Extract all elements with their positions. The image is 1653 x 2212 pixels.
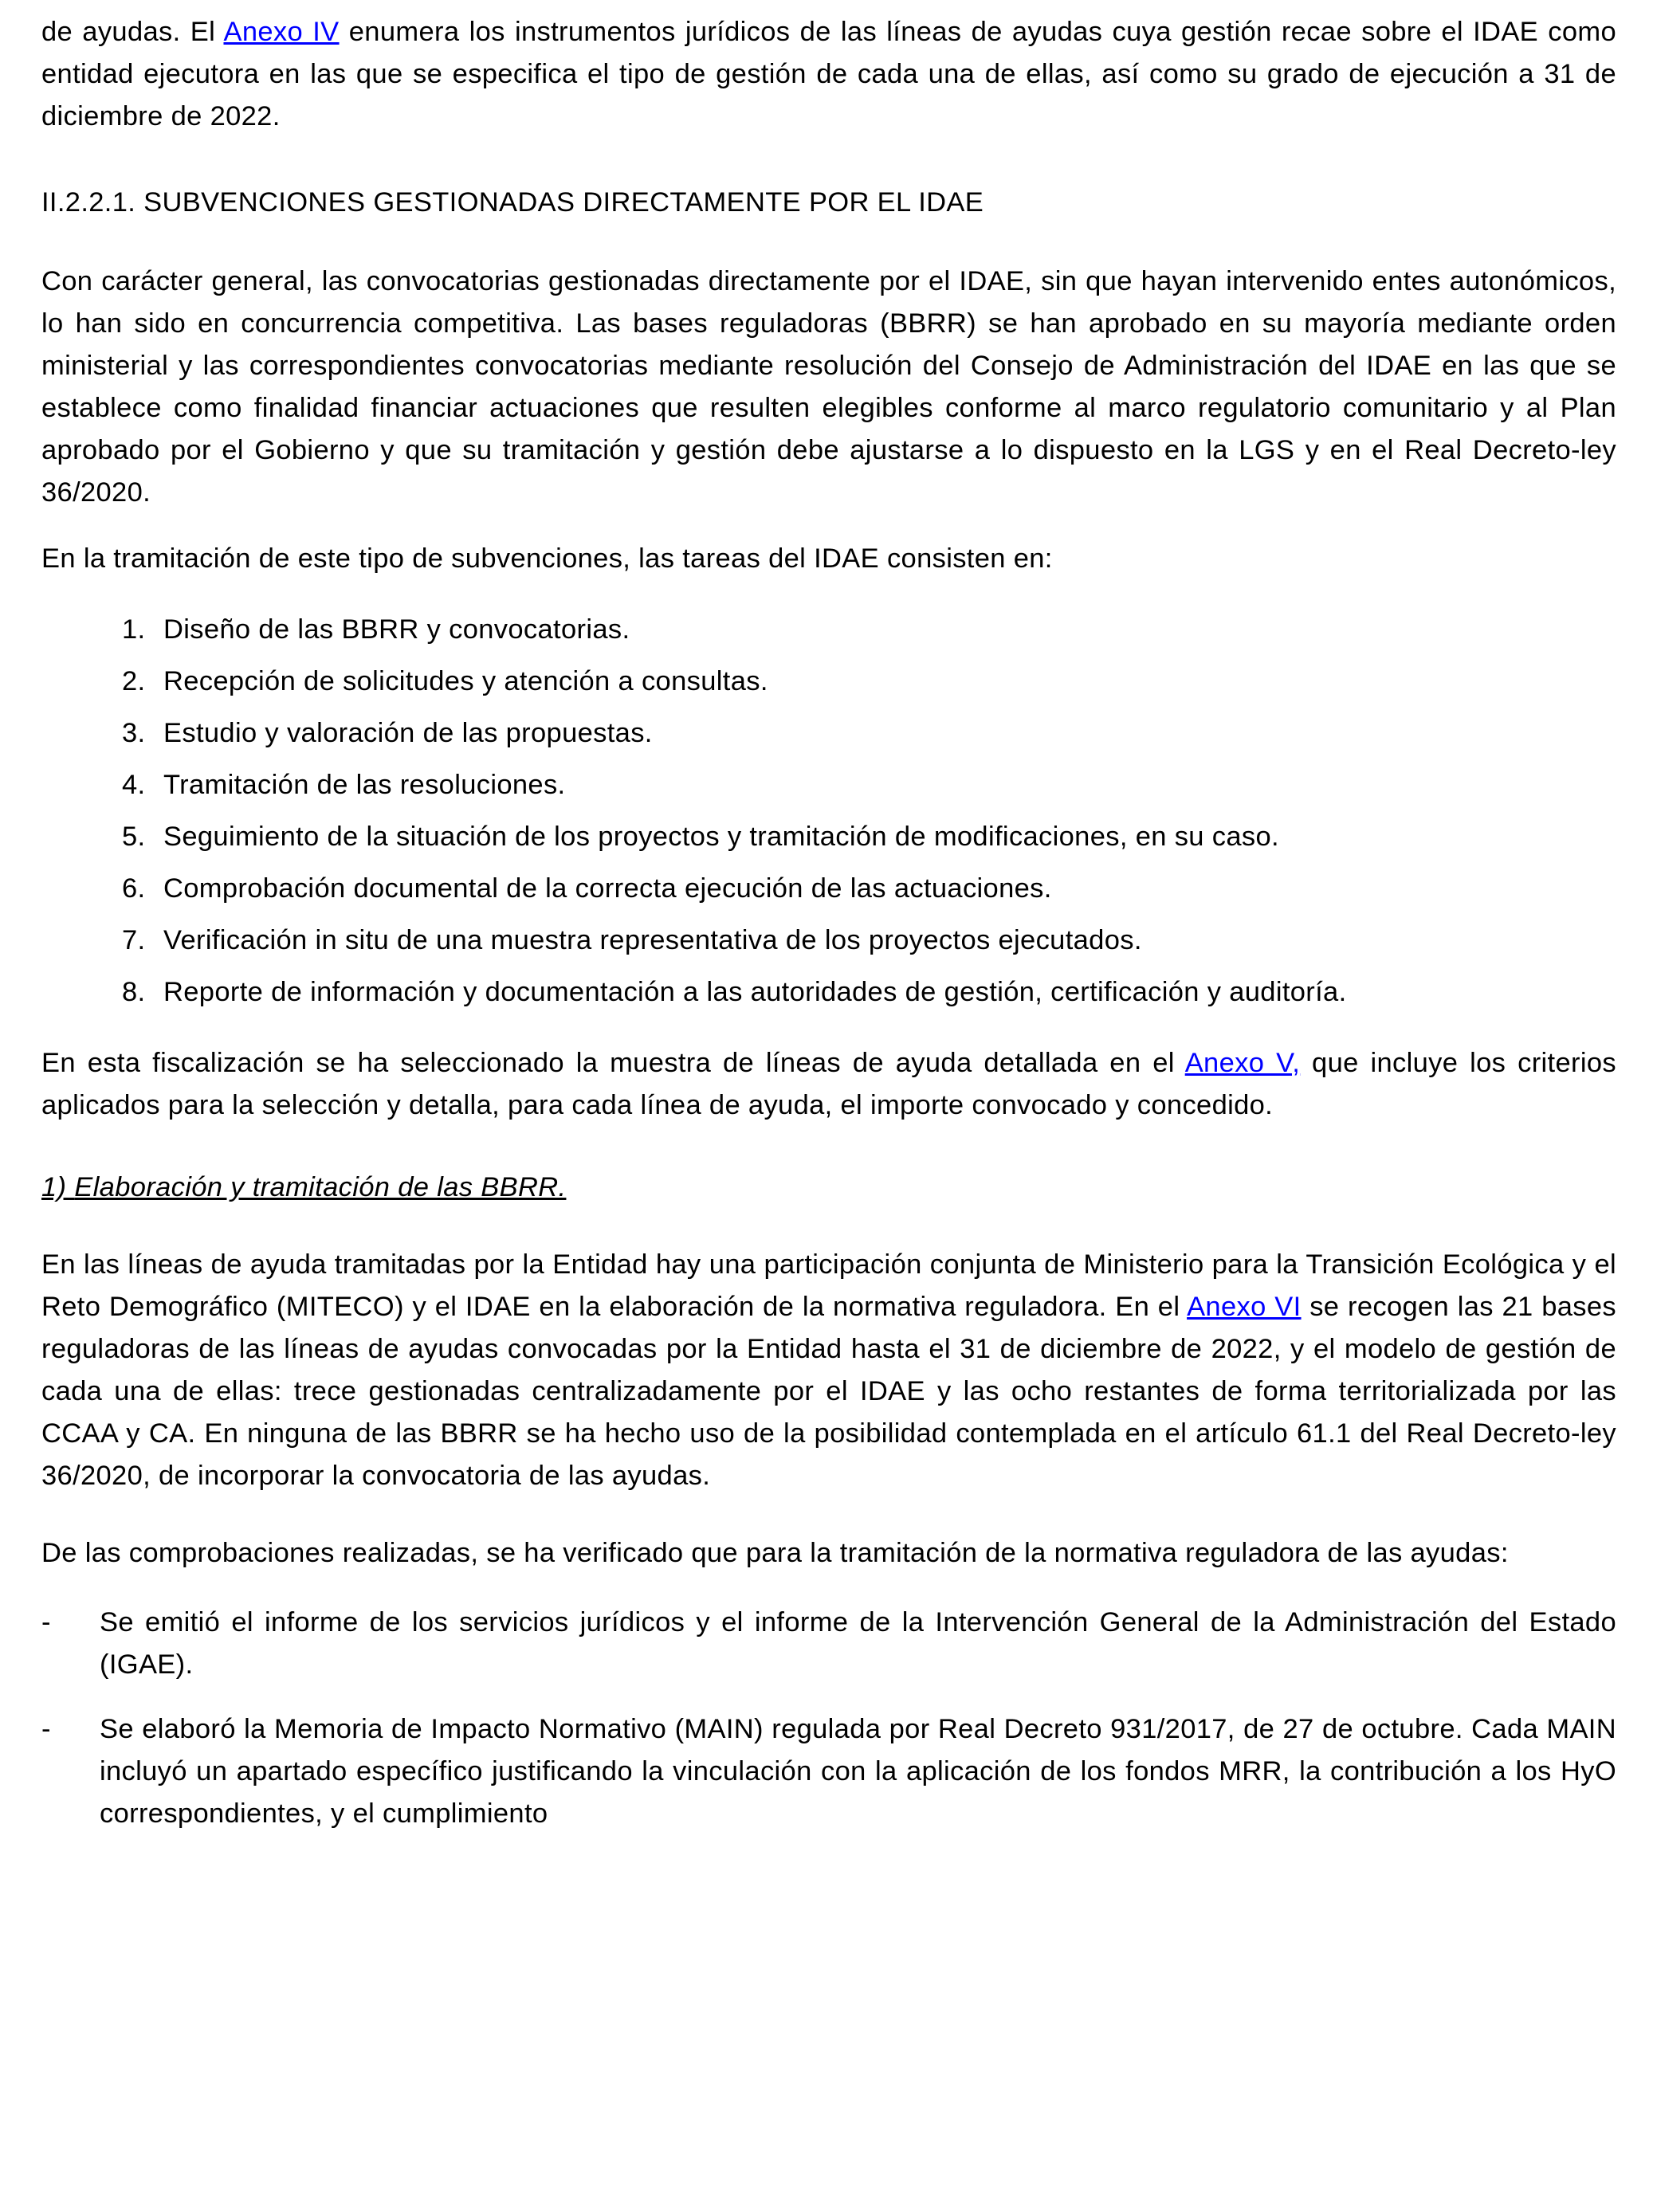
- list-item-number: 3.: [122, 718, 146, 748]
- list-item: [41, 1602, 1616, 1686]
- list-item-label: Estudio y valoración de las propuestas.: [163, 718, 653, 748]
- list-item-number: 8.: [122, 977, 146, 1007]
- verification-intro-paragraph: De las comprobaciones realizadas, se ha verificado que para la tramitación de la normativa reguladora de las ayudas:: [41, 1538, 1509, 1568]
- list-item: [41, 764, 1616, 806]
- list-item-label: Recepción de solicitudes y atención a consultas.: [163, 666, 768, 696]
- idae-tasks-list: [41, 609, 1616, 1014]
- verification-items-list: [41, 1602, 1616, 1835]
- sample-paragraph: [41, 1042, 1616, 1127]
- list-item: [41, 920, 1616, 962]
- list-item-label: Verificación in situ de una muestra representativa de los proyectos ejecutados.: [163, 925, 1142, 955]
- list-item-number: 7.: [122, 925, 146, 955]
- tasks-intro-paragraph: En la tramitación de este tipo de subvenciones, las tareas del IDAE consisten en:: [41, 543, 1053, 574]
- list-item: [41, 816, 1616, 858]
- anexo-vi-link[interactable]: Anexo VI: [1187, 1292, 1302, 1322]
- anexo-v-link[interactable]: Anexo V,: [1184, 1048, 1301, 1078]
- list-item-number: 6.: [122, 873, 146, 904]
- intro-text-after-link: enumera los instrumentos jurídicos de las líneas de ayudas cuya gestión recae sobre el IDAE como entidad ejecutora en las que se especifica el tipo de gestión de cada una de ellas, así como su grado de ejecución a 31 de diciembre de 2022.: [41, 17, 1617, 131]
- list-item: [41, 712, 1616, 755]
- list-item-label: Seguimiento de la situación de los proyectos y tramitación de modificaciones, en su caso.: [163, 822, 1279, 852]
- list-item-label: Se elaboró la Memoria de Impacto Normativo (MAIN) regulada por Real Decreto 931/2017, de 27 de octubre. Cada MAIN incluyó un apartado específico justificando la vinculación con la aplicación de los fondos MRR, la contribución a los HyO correspondientes, y el cumplimiento: [100, 1714, 1616, 1829]
- list-item-label: Se emitió el informe de los servicios jurídicos y el informe de la Intervención General de la Administración del Estado (IGAE).: [100, 1607, 1616, 1680]
- list-item: [41, 868, 1616, 910]
- bbrr-text-after-link: se recogen las 21 bases reguladoras de las líneas de ayudas convocadas por la Entidad hasta el 31 de diciembre de 2022, y el modelo de gestión de cada una de ellas: trece gestionadas centralizadamente por el IDAE y las ocho restantes de forma territorializada por las CCAA y CA. En ninguna de las BBRR se ha hecho uso de la posibilidad contemplada en el artículo 61.1 del Real Decreto-ley 36/2020, de incorporar la convocatoria de las ayudas.: [41, 1292, 1616, 1491]
- bbrr-paragraph: [41, 1244, 1616, 1497]
- list-item: [41, 1708, 1616, 1835]
- subsection-title: Elaboración y tramitación de las BBRR.: [74, 1172, 567, 1202]
- section-body-paragraph: Con carácter general, las convocatorias gestionadas directamente por el IDAE, sin que hayan intervenido entes autonómicos, lo han sido en concurrencia competitiva. Las bases reguladoras (BBRR) se han aprobado en su mayoría mediante orden ministerial y las correspondientes convocatorias mediante resolución del Consejo de Administración del IDAE en las que se establece como finalidad financiar actuaciones que resulten elegibles conforme al marco regulatorio comunitario y al Plan aprobado por el Gobierno y que su tramitación y gestión debe ajustarse a lo dispuesto en la LGS y en el Real Decreto-ley 36/2020.: [41, 266, 1616, 508]
- anexo-iv-link[interactable]: Anexo IV: [223, 17, 340, 47]
- intro-paragraph: [41, 11, 1616, 138]
- sample-text-after-link: que incluye los criterios aplicados para la selección y detalla, para cada línea de ayuda, el importe convocado y concedido.: [41, 1048, 1616, 1120]
- list-item-number: 1.: [122, 614, 146, 645]
- section-heading-ii-2-2-1: II.2.2.1. SUBVENCIONES GESTIONADAS DIRECTAMENTE POR EL IDAE: [41, 187, 984, 218]
- list-item-number: 5.: [122, 822, 146, 852]
- sample-text-before-link: En esta fiscalización se ha seleccionado la muestra de líneas de ayuda detallada en el: [41, 1048, 1185, 1078]
- list-item: [41, 609, 1616, 651]
- dash-bullet-icon: -: [41, 1607, 51, 1637]
- list-item-label: Tramitación de las resoluciones.: [163, 770, 566, 800]
- list-item: [41, 971, 1616, 1014]
- bbrr-text-before-link: En las líneas de ayuda tramitadas por la Entidad hay una participación conjunta de Ministerio para la Transición Ecológica y el Reto Demográfico (MITECO) y el IDAE en la elaboración de la normativa reguladora. En el: [41, 1249, 1616, 1322]
- list-item-number: 4.: [122, 770, 146, 800]
- list-item: [41, 661, 1616, 703]
- intro-text-before-link: de ayudas. El: [41, 17, 224, 47]
- dash-bullet-icon: -: [41, 1714, 51, 1744]
- list-item-label: Reporte de información y documentación a las autoridades de gestión, certificación y auditoría.: [163, 977, 1347, 1007]
- list-item-number: 2.: [122, 666, 146, 696]
- list-item-label: Comprobación documental de la correcta ejecución de las actuaciones.: [163, 873, 1052, 904]
- subsection-number: 1): [41, 1172, 75, 1202]
- list-item-label: Diseño de las BBRR y convocatorias.: [163, 614, 630, 645]
- subsection-heading-1: [41, 1167, 1616, 1209]
